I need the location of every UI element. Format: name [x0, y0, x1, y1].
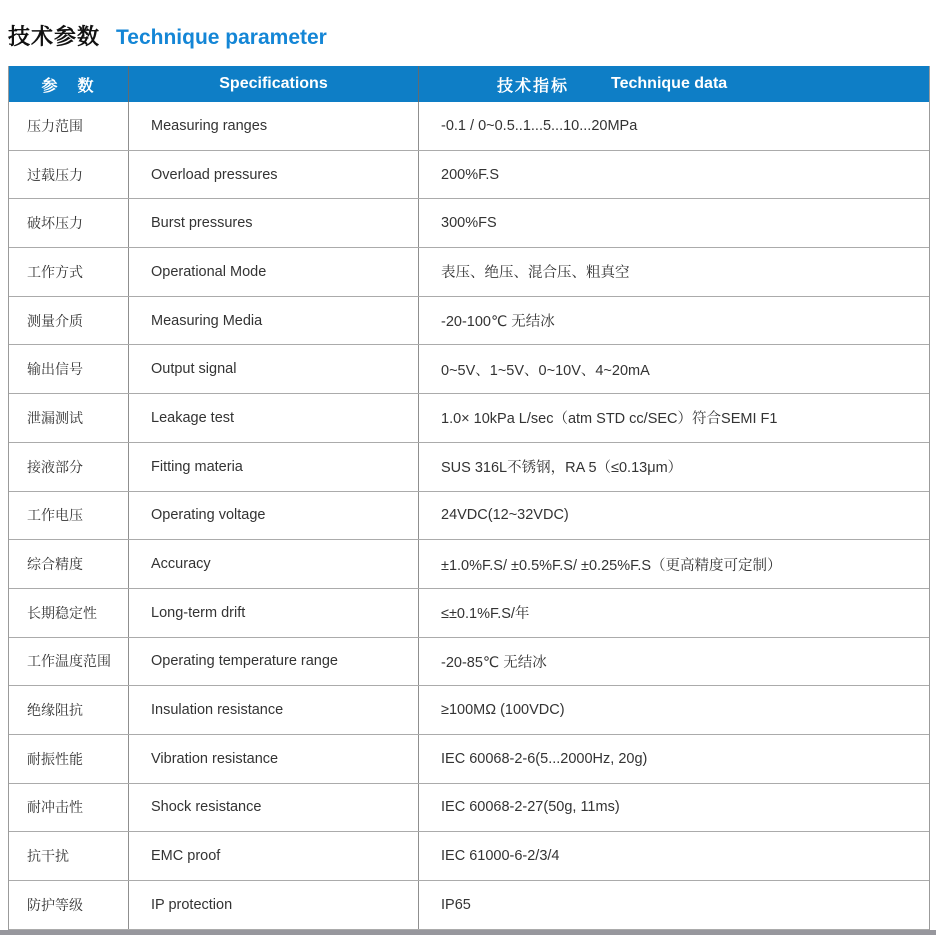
cell-parameter-zh: 压力范围 — [9, 102, 129, 150]
header-cell-specifications: Specifications — [129, 66, 419, 102]
cell-specification-en: EMC proof — [129, 832, 419, 880]
cell-parameter-zh: 长期稳定性 — [9, 589, 129, 637]
cell-parameter-zh: 过载压力 — [9, 151, 129, 199]
table-row — [9, 151, 929, 200]
cell-specification-en: Output signal — [129, 345, 419, 393]
table-body — [9, 102, 929, 930]
table-row — [9, 394, 929, 443]
cell-specification-en: Overload pressures — [129, 151, 419, 199]
cell-specification-en: Operating voltage — [129, 492, 419, 540]
cell-parameter-zh: 绝缘阻抗 — [9, 686, 129, 734]
cell-specification-en: Shock resistance — [129, 784, 419, 832]
table-row — [9, 443, 929, 492]
cell-specification-en: IP protection — [129, 881, 419, 929]
header-technique-data-zh: 技术指标 — [497, 77, 570, 95]
page-title-zh: 技术参数 — [8, 24, 101, 49]
cell-technique-data-value: 24VDC(12~32VDC) — [441, 507, 569, 524]
cell-parameter-zh: 抗干扰 — [9, 832, 129, 880]
table-row — [9, 881, 929, 930]
cell-technique-data-value: 300%FS — [441, 215, 497, 232]
cell-technique-data-value: IEC 61000-6-2/3/4 — [441, 848, 560, 865]
table-row — [9, 784, 929, 833]
table-row — [9, 492, 929, 541]
table-row — [9, 199, 929, 248]
cell-parameter-zh: 测量介质 — [9, 297, 129, 345]
page-title-en: Technique parameter — [116, 26, 327, 49]
cell-parameter-zh: 输出信号 — [9, 345, 129, 393]
cell-specification-en: Accuracy — [129, 540, 419, 588]
cell-parameter-zh: 工作温度范围 — [9, 638, 129, 686]
cell-technique-data-value: IP65 — [441, 896, 471, 913]
cell-technique-data-value: -0.1 / 0~0.5..1...5...10...20MPa — [441, 117, 638, 134]
header-technique-data-en: Technique data — [611, 75, 728, 92]
table-row — [9, 686, 929, 735]
cell-parameter-zh: 综合精度 — [9, 540, 129, 588]
cell-technique-data-value: 200%F.S — [441, 166, 500, 183]
cell-technique-data-value: -20-100℃ 无结冰 — [441, 314, 555, 331]
table-header-row — [9, 66, 929, 102]
cell-parameter-zh: 泄漏测试 — [9, 394, 129, 442]
cell-specification-en: Measuring ranges — [129, 102, 419, 150]
cell-parameter-zh: 工作方式 — [9, 248, 129, 296]
cell-parameter-zh: 工作电压 — [9, 492, 129, 540]
cell-specification-en: Vibration resistance — [129, 735, 419, 783]
cell-specification-en: Operational Mode — [129, 248, 419, 296]
cell-technique-data-value: IEC 60068-2-6(5...2000Hz, 20g) — [441, 750, 648, 767]
cell-parameter-zh: 破坏压力 — [9, 199, 129, 247]
header-cell-technique-data — [419, 66, 929, 102]
cell-specification-en: Fitting materia — [129, 443, 419, 491]
cell-specification-en: Burst pressures — [129, 199, 419, 247]
technique-parameter-table — [8, 66, 930, 930]
table-row — [9, 735, 929, 784]
cell-technique-data-value: ≤±0.1%F.S/年 — [441, 606, 530, 623]
table-row — [9, 102, 929, 151]
cell-specification-en: Leakage test — [129, 394, 419, 442]
cell-technique-data-value: -20-85℃ 无结冰 — [441, 654, 547, 671]
table-row — [9, 248, 929, 297]
table-row — [9, 345, 929, 394]
table-row — [9, 638, 929, 687]
cell-specification-en: Insulation resistance — [129, 686, 419, 734]
cell-parameter-zh: 耐振性能 — [9, 735, 129, 783]
cell-specification-en: Measuring Media — [129, 297, 419, 345]
table-row — [9, 589, 929, 638]
table-row — [9, 540, 929, 589]
cell-technique-data-value: ±1.0%F.S/ ±0.5%F.S/ ±0.25%F.S（更高精度可定制） — [441, 557, 782, 574]
cell-technique-data-value: 0~5V、1~5V、0~10V、4~20mA — [441, 362, 650, 379]
cell-technique-data-value: 1.0× 10kPa L/sec（atm STD cc/SEC）符合SEMI F1 — [441, 411, 778, 428]
cell-technique-data-value: SUS 316L不锈钢，RA 5（≤0.13μm） — [441, 460, 683, 477]
cell-technique-data-value: ≥100MΩ (100VDC) — [441, 702, 565, 719]
cell-specification-en: Long-term drift — [129, 589, 419, 637]
table-row — [9, 297, 929, 346]
cell-technique-data-value: IEC 60068-2-27(50g, 11ms) — [441, 799, 620, 816]
header-cell-parameter: 参 数 — [9, 66, 129, 102]
page-title — [8, 20, 327, 51]
table-row — [9, 832, 929, 881]
cell-technique-data-value: 表压、绝压、混合压、粗真空 — [441, 265, 630, 282]
cell-parameter-zh: 防护等级 — [9, 881, 129, 929]
cell-parameter-zh: 耐冲击性 — [9, 784, 129, 832]
bottom-rule — [0, 930, 936, 935]
cell-specification-en: Operating temperature range — [129, 638, 419, 686]
cell-parameter-zh: 接液部分 — [9, 443, 129, 491]
